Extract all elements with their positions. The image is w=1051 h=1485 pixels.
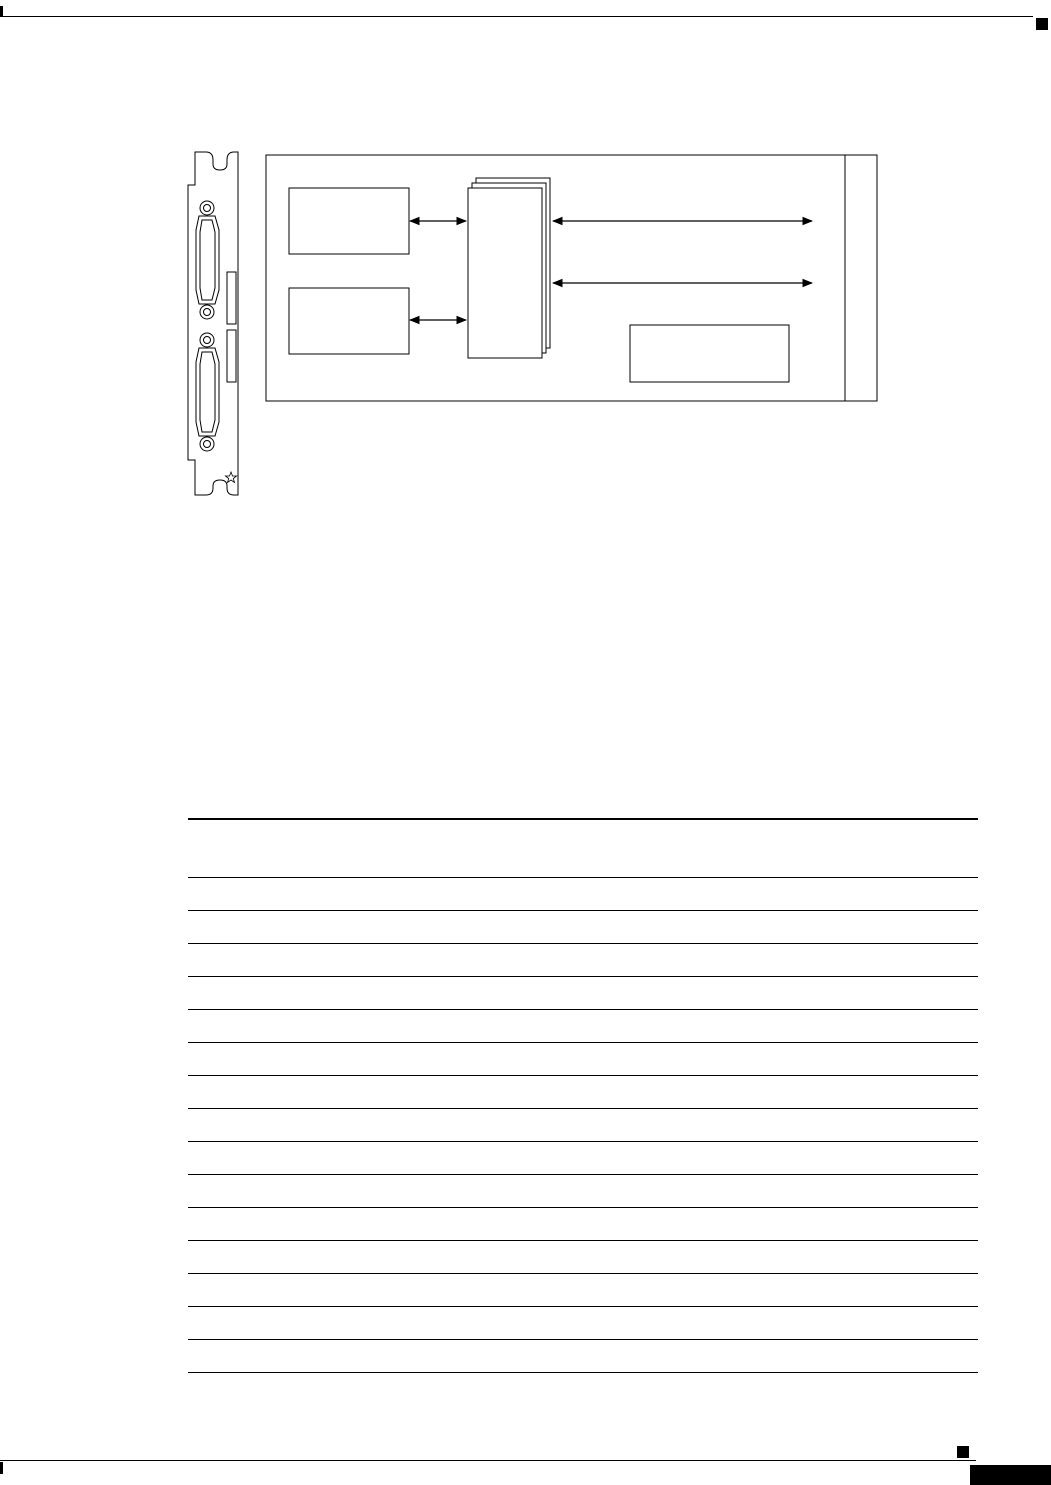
table-cell [188, 1009, 277, 1042]
table-header-cell [782, 819, 871, 877]
table-cell [673, 1207, 782, 1240]
table-row [188, 1108, 978, 1141]
table-cell [475, 1009, 584, 1042]
table-cell [584, 910, 673, 943]
footer-tick-mark [0, 1462, 3, 1474]
footer-page-tab [970, 1465, 1051, 1485]
block-a [289, 188, 409, 254]
table-cell [871, 1108, 978, 1141]
table-cell [782, 1273, 871, 1306]
table-row [188, 1141, 978, 1174]
table-row [188, 1207, 978, 1240]
table-cell [871, 1042, 978, 1075]
table-cell [386, 910, 475, 943]
table-cell [673, 1240, 782, 1273]
table-cell [386, 1339, 475, 1372]
table-header-row [188, 819, 978, 877]
table-cell [188, 1075, 277, 1108]
table-cell [277, 1108, 386, 1141]
table-cell [475, 1174, 584, 1207]
table-cell [475, 910, 584, 943]
table-row [188, 1075, 978, 1108]
footer-square-marker [957, 1446, 969, 1458]
table-cell [673, 910, 782, 943]
table-cell [782, 1108, 871, 1141]
table-cell [188, 1240, 277, 1273]
table-header-cell [871, 819, 978, 877]
table-cell [475, 1108, 584, 1141]
table-cell [475, 877, 584, 910]
table-cell [782, 943, 871, 976]
table-cell [584, 1273, 673, 1306]
table-row [188, 1174, 978, 1207]
table-cell [584, 1042, 673, 1075]
table-cell [871, 1273, 978, 1306]
table-cell [673, 1339, 782, 1372]
table-cell [673, 1009, 782, 1042]
table-header-cell [475, 819, 584, 877]
table-row [188, 1240, 978, 1273]
table-header-cell [673, 819, 782, 877]
table-cell [673, 1042, 782, 1075]
table-header-cell [188, 819, 277, 877]
board-outline [266, 155, 877, 401]
table-cell [188, 877, 277, 910]
table-cell [475, 943, 584, 976]
table-cell [475, 1273, 584, 1306]
table-cell [386, 1306, 475, 1339]
header-square-marker [1036, 18, 1048, 30]
table-cell [871, 1075, 978, 1108]
table-cell [188, 1141, 277, 1174]
table-cell [386, 1141, 475, 1174]
table-cell [188, 1042, 277, 1075]
table-cell [871, 1141, 978, 1174]
table-cell [386, 976, 475, 1009]
table-cell [277, 1174, 386, 1207]
table-cell [782, 1339, 871, 1372]
table-cell [277, 1141, 386, 1174]
block-diagram-svg [180, 140, 900, 510]
table-cell [386, 1009, 475, 1042]
footer-rule [0, 1460, 976, 1461]
table-cell [386, 1042, 475, 1075]
table-cell [188, 1108, 277, 1141]
table-cell [782, 1240, 871, 1273]
table-cell [277, 1306, 386, 1339]
table-cell [475, 1339, 584, 1372]
faceplate-led-slot-lower [227, 330, 236, 382]
table-cell [386, 1108, 475, 1141]
table-cell [277, 877, 386, 910]
table-cell [188, 1273, 277, 1306]
table-cell [871, 1240, 978, 1273]
faceplate-led-slot-upper [227, 272, 236, 324]
block-b [289, 288, 409, 354]
table-cell [584, 976, 673, 1009]
table-row [188, 1306, 978, 1339]
dsub-connector-upper [196, 201, 219, 319]
header-rule [0, 16, 1033, 17]
table-cell [782, 1306, 871, 1339]
table-cell [782, 1141, 871, 1174]
table-header-cell [584, 819, 673, 877]
table-cell [188, 910, 277, 943]
faceplate-panel [188, 152, 238, 495]
table-cell [386, 943, 475, 976]
table-cell [871, 877, 978, 910]
table-cell [386, 1075, 475, 1108]
table-row [188, 1009, 978, 1042]
table-cell [673, 877, 782, 910]
table-cell [188, 976, 277, 1009]
table-cell [871, 1306, 978, 1339]
table-cell [871, 943, 978, 976]
table-cell [584, 877, 673, 910]
table-cell [584, 1009, 673, 1042]
table-body [188, 877, 978, 1372]
table-cell [871, 1174, 978, 1207]
table-cell [584, 1339, 673, 1372]
table-cell [782, 1042, 871, 1075]
block-diagram-figure [180, 140, 900, 510]
table-cell [475, 1306, 584, 1339]
table-cell [277, 1042, 386, 1075]
table-cell [386, 877, 475, 910]
star-icon [226, 472, 237, 483]
data-table [188, 818, 978, 1373]
table-cell [188, 1339, 277, 1372]
table-cell [475, 1075, 584, 1108]
table-cell [673, 976, 782, 1009]
table-cell [386, 1240, 475, 1273]
table-cell [871, 1009, 978, 1042]
table-cell [188, 1174, 277, 1207]
table-cell [277, 1009, 386, 1042]
table-cell [475, 1240, 584, 1273]
table-row [188, 1273, 978, 1306]
table-cell [673, 1141, 782, 1174]
table-cell [782, 1009, 871, 1042]
table-cell [782, 910, 871, 943]
table-cell [386, 1273, 475, 1306]
table-cell [673, 943, 782, 976]
table-header-cell [386, 819, 475, 877]
table-cell [277, 1273, 386, 1306]
table-cell [475, 976, 584, 1009]
table-cell [188, 1207, 277, 1240]
table-cell [386, 1174, 475, 1207]
table-cell [584, 1207, 673, 1240]
table-row [188, 910, 978, 943]
table-cell [782, 1174, 871, 1207]
header-tick-mark [0, 6, 3, 17]
table-cell [386, 1207, 475, 1240]
table-cell [673, 1108, 782, 1141]
table-cell [188, 1306, 277, 1339]
table-cell [475, 1141, 584, 1174]
table-cell [782, 976, 871, 1009]
table-cell [188, 943, 277, 976]
table-cell [673, 1273, 782, 1306]
table-cell [584, 1108, 673, 1141]
table-cell [277, 1075, 386, 1108]
table-cell [584, 943, 673, 976]
table-cell [584, 1075, 673, 1108]
dsub-connector-lower [196, 333, 219, 451]
table-header-cell [277, 819, 386, 877]
table-cell [277, 943, 386, 976]
table-cell [871, 1339, 978, 1372]
table-row [188, 976, 978, 1009]
table-cell [673, 1174, 782, 1207]
block-c [630, 325, 789, 382]
table-cell [277, 910, 386, 943]
table-cell [584, 1306, 673, 1339]
table-cell [277, 976, 386, 1009]
table-cell [584, 1141, 673, 1174]
table-cell [782, 1207, 871, 1240]
table-row [188, 1042, 978, 1075]
table-cell [871, 976, 978, 1009]
block-stack [468, 178, 550, 358]
table-cell [277, 1207, 386, 1240]
table-cell [277, 1339, 386, 1372]
table-cell [475, 1042, 584, 1075]
table-cell [277, 1240, 386, 1273]
table-row [188, 1339, 978, 1372]
table-cell [673, 1306, 782, 1339]
table-row [188, 877, 978, 910]
table-cell [782, 1075, 871, 1108]
table-cell [871, 1207, 978, 1240]
table-cell [782, 877, 871, 910]
table-cell [584, 1240, 673, 1273]
table-cell [475, 1207, 584, 1240]
table-cell [584, 1174, 673, 1207]
table-cell [673, 1075, 782, 1108]
table-row [188, 943, 978, 976]
table-cell [871, 910, 978, 943]
